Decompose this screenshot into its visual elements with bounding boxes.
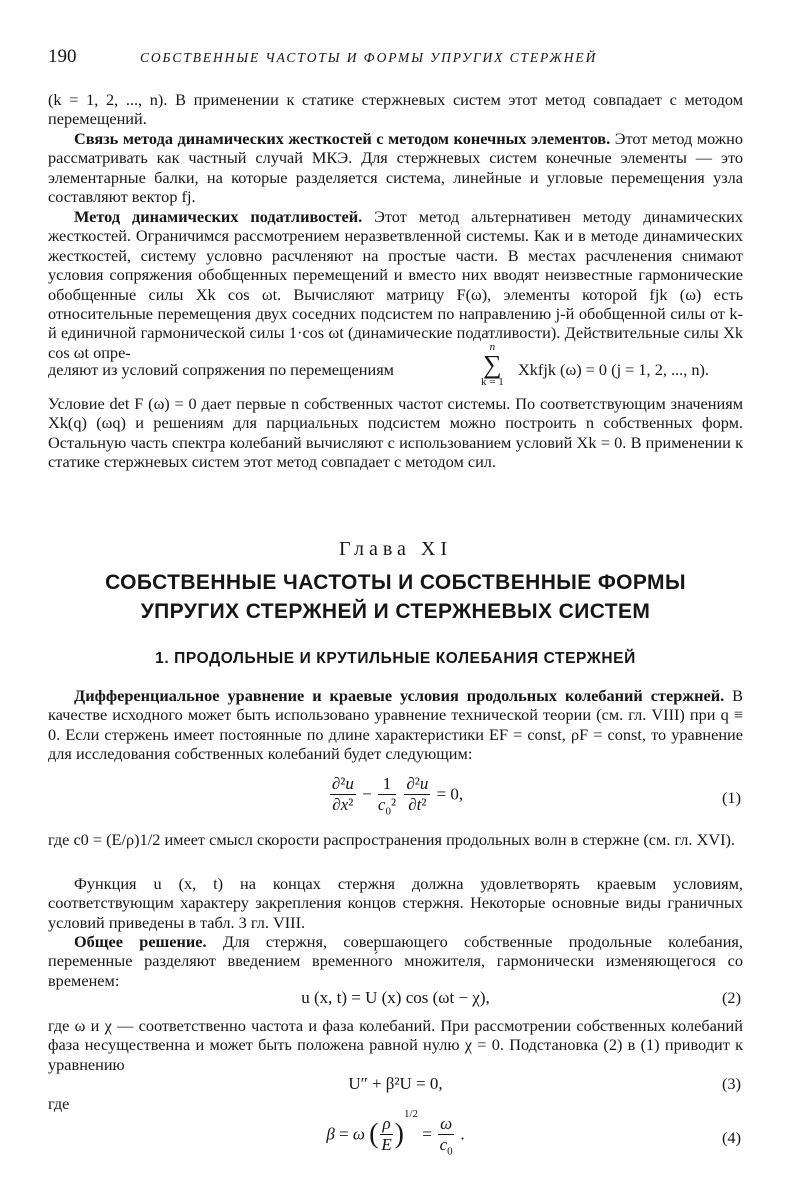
- equation-4: β = ω ( $\frac{\rho}{E}$ )$^{1/2}$ = $\frac{\omega}{c_0}$ . (4): [326, 1108, 741, 1158]
- chapter-label: Глава XI: [338, 538, 453, 560]
- fem-paragraph: [48, 129, 743, 207]
- bc-text: Функция u (x, t) на концах стержня должна удовлетворять краевым условиям, соответствующим характеру закрепления концов стержня. Некоторые основные виды граничных условий приведены в табл. 3 гл. VIII.: [48, 874, 743, 932]
- equation-4-number: (4): [722, 1128, 741, 1147]
- section-title: 1. ПРОДОЛЬНЫЕ И КРУТИЛЬНЫЕ КОЛЕБАНИЯ СТЕРЖНЕЙ: [155, 650, 636, 667]
- fem-text: Этот метод можно рассматривать как частный случай МКЭ. Для стержневых систем конечные элементы — это элементарные балки, на которые разделяется система, линейные и угловые перемещения узла составляют вектор fj.: [48, 129, 743, 207]
- sum-line-text: деляют из условий сопряжения по перемещениям: [48, 360, 394, 379]
- general-paragraph: [48, 932, 743, 990]
- equation-3-number: (3): [722, 1074, 741, 1093]
- chapter-title-line-1: СОБСТВЕННЫЕ ЧАСТОТЫ И СОБСТВЕННЫЕ ФОРМЫ: [105, 571, 686, 594]
- after-2-paragraph: [48, 1016, 743, 1074]
- diff-text: В качестве исходного может быть использовано уравнение технической теории (см. гл. VIII) при q ≡ 0. Если стержень имеет постоянные по длине характеристики EF = const, ρF = const, то уравнение для исследования собственных колебаний будет следующим:: [48, 686, 743, 764]
- running-title: СОБСТВЕННЫЕ ЧАСТОТЫ И ФОРМЫ УПРУГИХ СТЕРЖНЕЙ: [140, 50, 598, 65]
- bc-paragraph: [48, 874, 743, 932]
- c0-text: где c0 = (E/ρ)1/2 имеет смысл скорости распространения продольных волн в стержне (см. гл. XVI).: [48, 830, 735, 849]
- where-label: где: [48, 1094, 70, 1113]
- general-heading: Общее решение.: [74, 932, 207, 951]
- c0-paragraph: [48, 830, 743, 849]
- document-page: [48, 38, 743, 1188]
- equation-1: $\frac{\text{∂²u}}{\text{∂x²}}$ − $\frac{1}{c_0^2}$ $\frac{\text{∂²u}}{\text{∂t²}}$ = 0, (1): [331, 774, 741, 818]
- diff-paragraph: [48, 686, 743, 764]
- after-2-text: где ω и χ — соответственно частота и фаза колебаний. При рассмотрении собственных колебаний фаза несущественна и может быть положена равной нулю χ = 0. Подстановка (2) в (1) приводит к уравнению: [48, 1016, 743, 1074]
- chapter-title-line-2: УПРУГИХ СТЕРЖНЕЙ И СТЕРЖНЕВЫХ СИСТЕМ: [140, 600, 651, 623]
- tail-paragraph: [48, 394, 743, 472]
- equation-2-expr: u (x, t) = U (x) cos (ωt − χ),: [301, 988, 490, 1007]
- equation-2-number: (2): [722, 988, 741, 1007]
- flex-paragraph: [48, 207, 743, 362]
- intro-paragraph: [48, 90, 743, 129]
- tail-text: Условие det F (ω) = 0 дает первые n собственных частот системы. По соответствующим значениям Xk(q) (ωq) и решениям для парциальных подсистем можно построить n собственных форм. Остальную часть спектра колебаний вычисляют с использованием условий Xk = 0. В применении к статике стержневых систем этот метод совпадает с методом сил.: [48, 394, 743, 472]
- fem-heading: Связь метода динамических жесткостей с методом конечных элементов.: [74, 129, 611, 148]
- sum-expression: Xkfjk (ω) = 0 (j = 1, 2, ..., n).: [518, 360, 709, 379]
- equation-3-expr: U″ + β²U = 0,: [348, 1074, 443, 1093]
- intro-text: (k = 1, 2, ..., n). В применении к статике стержневых систем этот метод совпадает с методом перемещений.: [48, 90, 743, 129]
- flex-heading: Метод динамических податливостей.: [74, 207, 363, 226]
- sum-symbol: n ∑ k = 1: [481, 341, 504, 388]
- general-text: Для стержня, совершающего собственные продольные колебания, переменные разделяют введением временно́го множителя, гармонически изменяющегося со временем:: [48, 932, 743, 990]
- diff-heading: Дифференциальное уравнение и краевые условия продольных колебаний стержней.: [74, 686, 725, 705]
- page-number: 190: [48, 46, 77, 67]
- running-header: [48, 46, 743, 70]
- sum-line: [48, 342, 743, 392]
- flex-text: Этот метод альтернативен методу динамических жесткостей. Ограничимся рассмотрением неразветвленной системы. Как и в методе динамических жесткостей, систему условно расчленяют на простые части. В местах расчленения снимают условия сопряжения обобщенных перемещений и вместо них вводят неизвестные гармонические обобщенные силы Xk cos ωt. Вычисляют матрицу F(ω), элементы которой fjk (ω) есть относительные перемещения двух соседних подсистем по направлению j-й обобщенной силы от k-й единичной гармонической силы 1·cos ωt (динамические податливости). Действительные силы Xk cos ωt опре-: [48, 207, 743, 362]
- equation-2: [48, 988, 743, 1014]
- equation-1-number: (1): [722, 788, 741, 807]
